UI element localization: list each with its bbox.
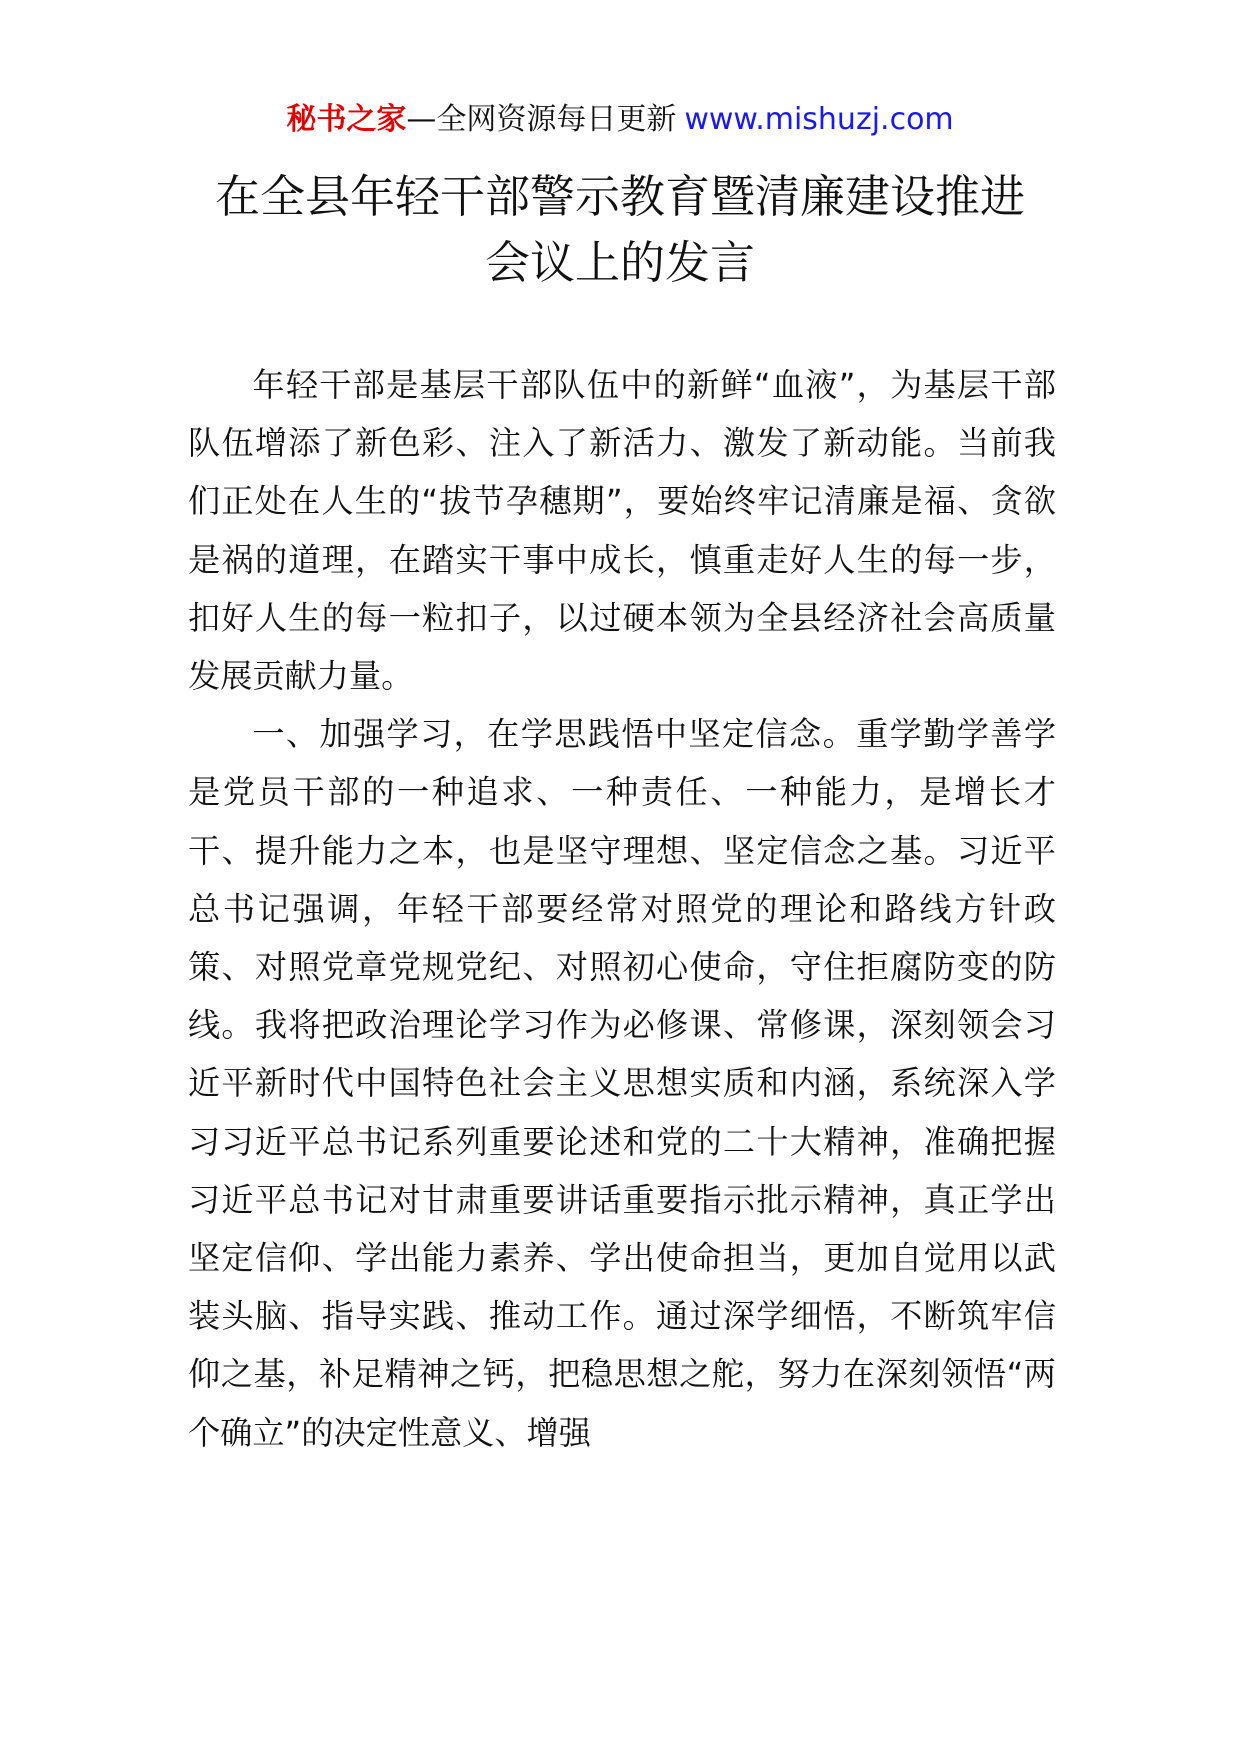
- title-line-2: 会议上的发言: [484, 236, 755, 289]
- section-one-text: 重学勤学善学是党员干部的一种追求、一种责任、一种能力，是增长才干、提升能力之本，也是坚守理想、坚定信念之基。习近平总书记强调，年轻干部要经常对照党的理论和路线方针政策、对照党章党规党纪、对照初心使命，守住拒腐防变的防线。我将把政治理论学习作为必修课、常修课，深刻领会习近平新时代中国特色社会主义思想实质和内涵，系统深入学习习近平总书记系列重要论述和党的二十大精神，准确把握习近平总书记对甘肃重要讲话重要指示批示精神，真正学出坚定信仰、学出能力素养、学出使命担当，更加自觉用以武装头脑、指导实践、推动工作。通过深学细悟，不断筑牢信仰之基，补足精神之钙，把稳思想之舵，努力在深刻领悟“两个确立”的决定性意义、增强: [188, 715, 1057, 1452]
- header-tagline: —全网资源每日更新: [406, 102, 677, 137]
- document-body: [188, 356, 1056, 1462]
- intro-paragraph: [188, 356, 1056, 705]
- section-one-heading: 一、加强学习，在学思践悟中坚定信念。: [252, 715, 857, 754]
- site-url-link[interactable]: www.mishuzj.com: [684, 102, 954, 137]
- site-header: [0, 100, 1240, 140]
- brand-name: 秘书之家: [286, 102, 407, 137]
- intro-paragraph-text: 年轻干部是基层干部队伍中的新鲜“血液”，为基层干部队伍增添了新色彩、注入了新活力、激发了新动能。当前我们正处在人生的“拔节孕穗期”，要始终牢记清廉是福、贪欲是祸的道理，在踏实干事中成长，慎重走好人生的每一步，扣好人生的每一粒扣子，以过硬本领为全县经济社会高质量发展贡献力量。: [188, 366, 1056, 696]
- document-title: [120, 164, 1120, 296]
- section-one-paragraph: [188, 705, 1056, 1462]
- title-line-1: 在全县年轻干部警示教育暨清廉建设推进: [214, 170, 1025, 223]
